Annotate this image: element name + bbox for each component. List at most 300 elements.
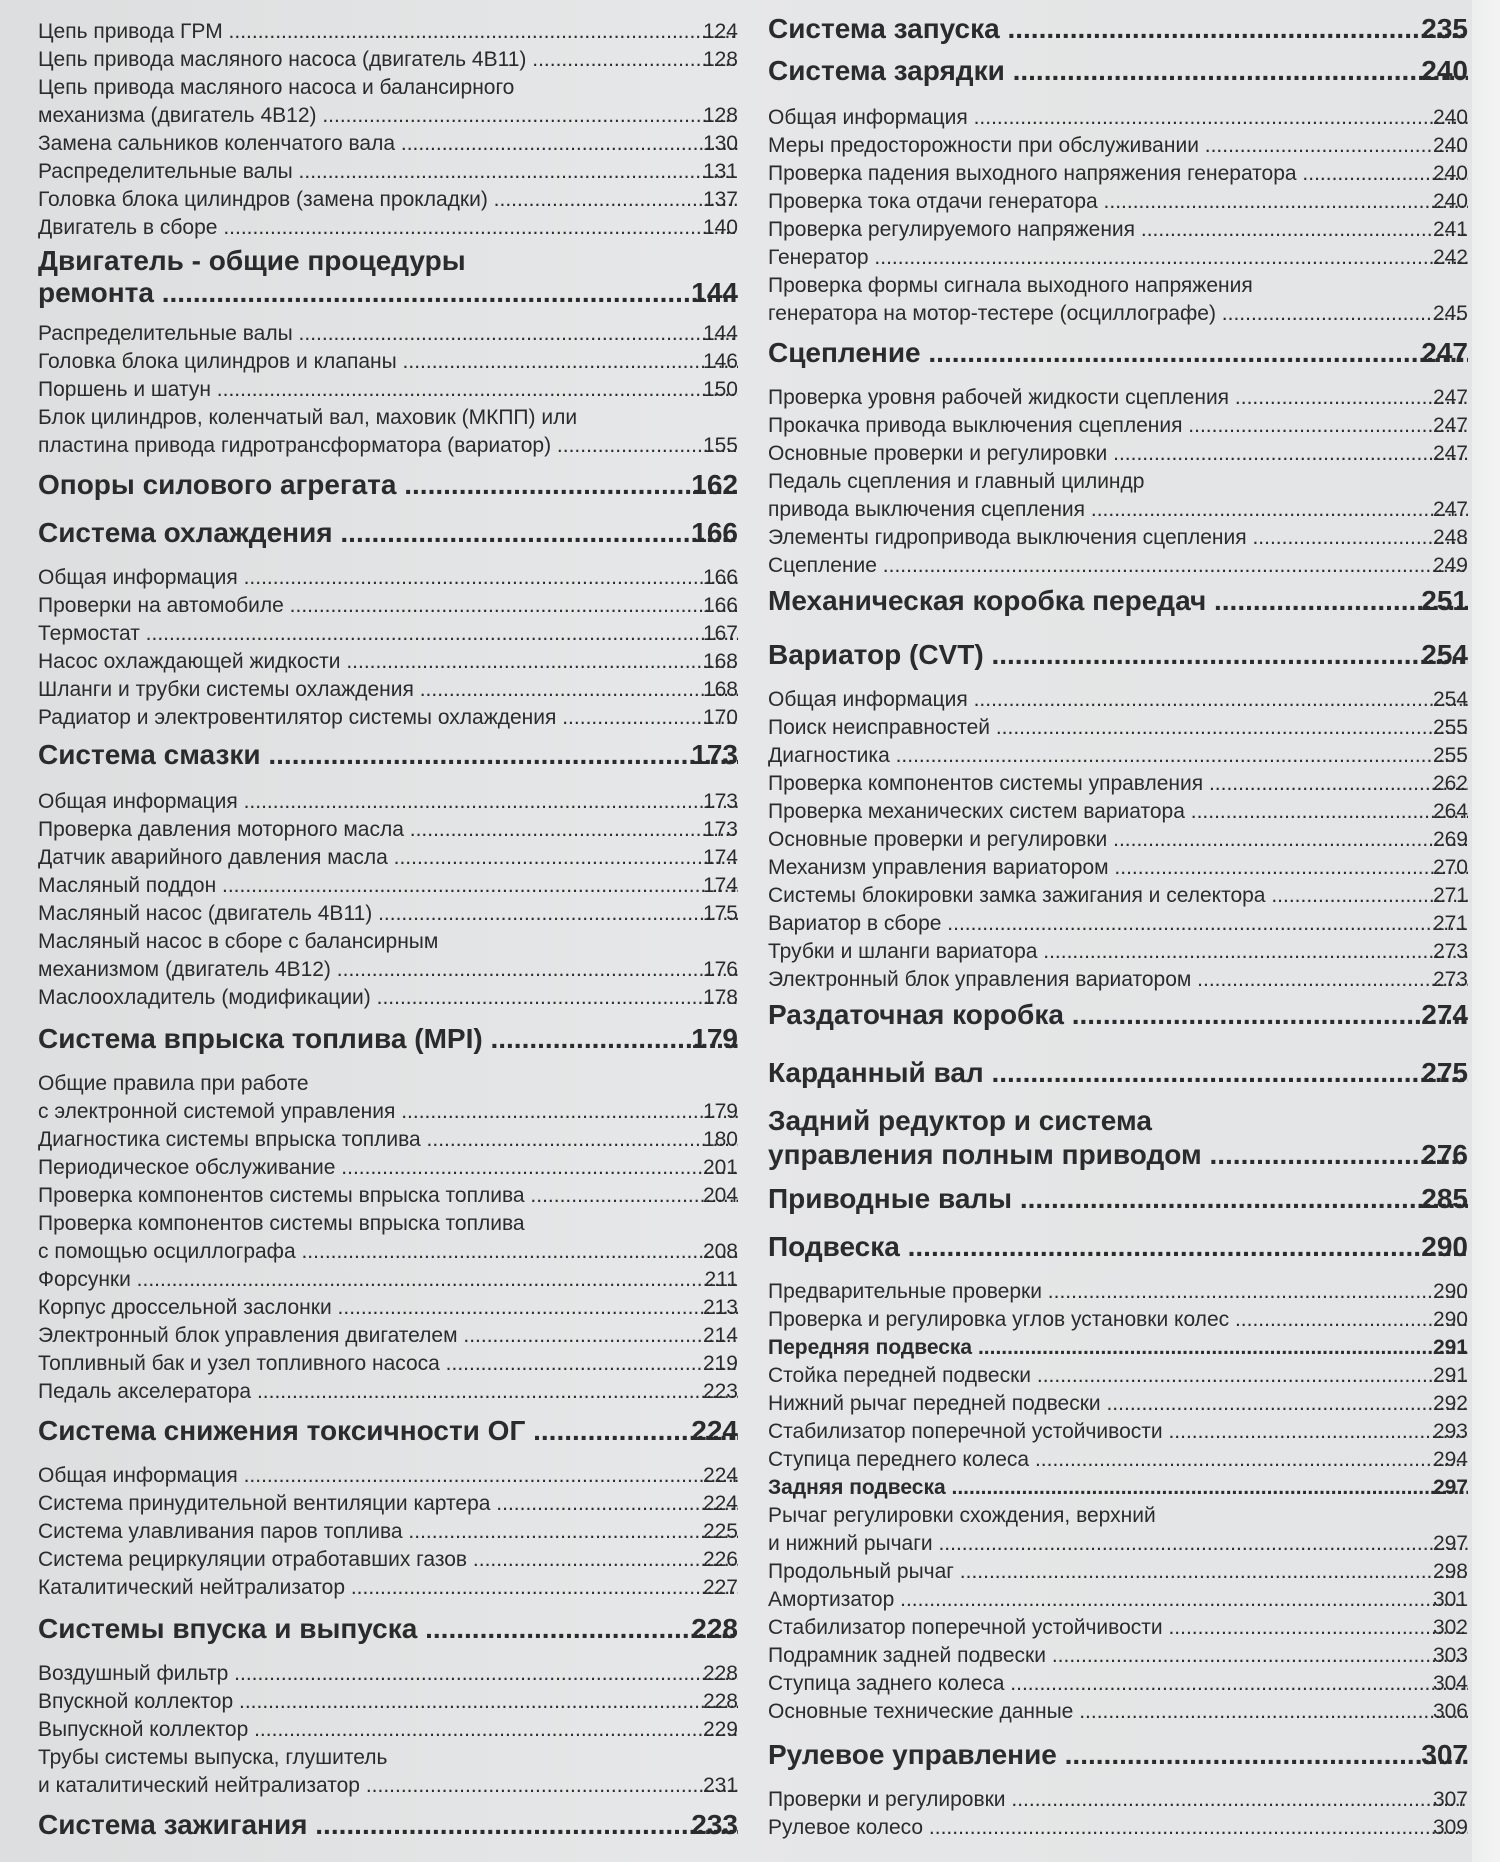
toc-entry-title: управления полным приводом ..... (768, 1138, 1468, 1172)
toc-page-number: 307 (1421, 1739, 1468, 1770)
toc-page-number: 128 (702, 104, 738, 127)
toc-entry-line: Педаль сцепления и главный цилиндр (768, 470, 1145, 493)
toc-entry-title: Рулевое управление ..... (768, 1738, 1468, 1772)
toc-page-number: 204 (702, 1184, 738, 1207)
toc-entry[interactable] (768, 938, 1468, 966)
toc-page-number: 273 (1432, 940, 1468, 963)
toc-entry-title: механизмом (двигатель 4B12) ..... (38, 956, 738, 984)
toc-page-number: 178 (702, 986, 738, 1009)
toc-page-number: 290 (1432, 1280, 1468, 1303)
toc-entry-title: Нижний рычаг передней подвески ..... (768, 1390, 1468, 1418)
toc-entry-title: Воздушный фильтр ..... (38, 1660, 738, 1688)
toc-page-number: 270 (1432, 856, 1468, 879)
toc-entry[interactable] (38, 130, 738, 158)
toc-page-number: 275 (1421, 1057, 1468, 1088)
toc-entry-title: Цепь привода ГРМ ..... (38, 18, 738, 46)
toc-entry-title: Проверка давления моторного масла ..... (38, 816, 738, 844)
toc-entry-title: Система рециркуляции отработавших газов ..... (38, 1546, 738, 1574)
toc-entry-line: Масляный насос в сборе с балансирным (38, 930, 439, 953)
toc-entry[interactable] (768, 826, 1468, 854)
toc-entry[interactable] (38, 1546, 738, 1574)
toc-page-number: 225 (702, 1520, 738, 1543)
toc-section-heading[interactable] (38, 516, 738, 550)
toc-page-number: 224 (702, 1464, 738, 1487)
toc-entry-title: Проверка уровня рабочей жидкости сцепления ..... (768, 384, 1468, 412)
toc-page-number: 231 (702, 1774, 738, 1797)
toc-entry[interactable] (768, 1586, 1468, 1614)
toc-entry[interactable] (38, 432, 738, 460)
toc-entry-title: Маслоохладитель (модификации) ..... (38, 984, 738, 1012)
toc-entry-title: Сцепление ..... (768, 336, 1468, 370)
toc-page-number: 294 (1432, 1448, 1468, 1471)
toc-entry-title: Проверка механических систем вариатора ..... (768, 798, 1468, 826)
toc-entry-title: Головка блока цилиндров (замена прокладки) ..... (38, 186, 738, 214)
toc-entry[interactable] (768, 384, 1468, 412)
toc-entry[interactable] (768, 216, 1468, 244)
toc-page-number: 274 (1421, 999, 1468, 1030)
toc-entry-title: привода выключения сцепления ..... (768, 496, 1468, 524)
toc-page-number: 166 (691, 517, 738, 548)
toc-section-heading[interactable] (38, 276, 738, 310)
toc-entry-line: Рычаг регулировки схождения, верхний (768, 1504, 1156, 1527)
toc-section-title-line: Двигатель - общие процедуры (38, 245, 466, 276)
toc-entry-title: механизма (двигатель 4B12) ..... (38, 102, 738, 130)
toc-page-number: 245 (1432, 302, 1468, 325)
toc-page-number: 174 (702, 874, 738, 897)
toc-entry-title: Радиатор и электровентилятор системы охлаждения ..... (38, 704, 738, 732)
toc-section-heading[interactable] (768, 12, 1468, 46)
toc-entry[interactable] (768, 1642, 1468, 1670)
toc-section-heading[interactable] (38, 1414, 738, 1448)
toc-section-heading[interactable] (768, 1738, 1468, 1772)
toc-page-number: 211 (704, 1268, 738, 1291)
toc-page-number: 224 (691, 1415, 738, 1446)
toc-entry[interactable] (38, 648, 738, 676)
toc-entry-title: Система впрыска топлива (MPI) ..... (38, 1022, 738, 1056)
toc-entry[interactable] (768, 1814, 1468, 1842)
toc-entry[interactable] (768, 854, 1468, 882)
toc-page-number: 168 (702, 650, 738, 673)
toc-page-number: 240 (1432, 162, 1468, 185)
toc-page-number: 167 (702, 622, 738, 645)
toc-page-number: 140 (702, 216, 738, 239)
toc-entry[interactable] (38, 214, 738, 242)
toc-entry-title: Механическая коробка передач ..... (768, 584, 1468, 618)
toc-page-number: 150 (702, 378, 738, 401)
toc-entry-title: Шланги и трубки системы охлаждения ..... (38, 676, 738, 704)
toc-entry-title: Электронный блок управления двигателем ..... (38, 1322, 738, 1350)
toc-page-number: 176 (702, 958, 738, 981)
toc-entry-title: Система зарядки ..... (768, 54, 1468, 88)
toc-entry-line: Общие правила при работе (38, 1072, 309, 1095)
toc-entry-title: Опоры силового агрегата ..... (38, 468, 738, 502)
toc-page-number: 162 (691, 469, 738, 500)
toc-entry-title: Системы блокировки замка зажигания и селектора ..... (768, 882, 1468, 910)
toc-entry-title: Ступица переднего колеса ..... (768, 1446, 1468, 1474)
toc-entry-title: Датчик аварийного давления масла ..... (38, 844, 738, 872)
toc-page-number: 242 (1432, 246, 1468, 269)
toc-page-number: 247 (1432, 414, 1468, 437)
toc-entry-title: Подвеска ..... (768, 1230, 1468, 1264)
toc-entry[interactable] (38, 788, 738, 816)
toc-entry[interactable] (768, 1278, 1468, 1306)
toc-page-number: 247 (1432, 386, 1468, 409)
toc-entry-title: Система охлаждения ..... (38, 516, 738, 550)
toc-page-number: 228 (691, 1613, 738, 1644)
toc-entry[interactable] (768, 798, 1468, 826)
toc-entry-title: Основные проверки и регулировки ..... (768, 826, 1468, 854)
toc-page-number: 235 (1421, 13, 1468, 44)
toc-entry-title: Масляный насос (двигатель 4B11) ..... (38, 900, 738, 928)
toc-entry-title: Цепь привода масляного насоса (двигатель 4B11) ..... (38, 46, 738, 74)
toc-entry[interactable] (38, 1772, 738, 1800)
toc-entry-title: Форсунки ..... (38, 1266, 738, 1294)
toc-entry[interactable] (38, 46, 738, 74)
toc-page-number: 219 (702, 1352, 738, 1375)
toc-page-number: 180 (702, 1128, 738, 1151)
toc-page-number: 173 (702, 818, 738, 841)
toc-page-number: 155 (702, 434, 738, 457)
toc-entry-title: Стабилизатор поперечной устойчивости ..... (768, 1614, 1468, 1642)
toc-page-number: 247 (1432, 498, 1468, 521)
toc-section-heading[interactable] (768, 1056, 1468, 1090)
toc-page-number: 229 (702, 1718, 738, 1741)
toc-section-heading[interactable] (768, 54, 1468, 88)
toc-page-number: 168 (702, 678, 738, 701)
toc-entry[interactable] (768, 300, 1468, 328)
toc-entry-title: Каталитический нейтрализатор ..... (38, 1574, 738, 1602)
toc-entry[interactable] (38, 18, 738, 46)
toc-entry-title: Корпус дроссельной заслонки ..... (38, 1294, 738, 1322)
toc-entry[interactable] (768, 1670, 1468, 1698)
toc-entry-title: Электронный блок управления вариатором ..... (768, 966, 1468, 994)
toc-page-number: 201 (702, 1156, 738, 1179)
toc-page-number: 170 (702, 706, 738, 729)
toc-entry[interactable] (768, 524, 1468, 552)
toc-entry-title: Элементы гидропривода выключения сцепления ..... (768, 524, 1468, 552)
toc-entry[interactable] (768, 412, 1468, 440)
toc-entry[interactable] (38, 1518, 738, 1546)
toc-entry[interactable] (768, 1786, 1468, 1814)
toc-entry-title: Выпускной коллектор ..... (38, 1716, 738, 1744)
toc-page-number: 228 (702, 1662, 738, 1685)
toc-entry-title: Приводные валы ..... (768, 1182, 1468, 1216)
toc-entry-title: Проверки на автомобиле ..... (38, 592, 738, 620)
toc-entry[interactable] (768, 1306, 1468, 1334)
toc-entry-title: Проверка и регулировка углов установки колес ..... (768, 1306, 1468, 1334)
toc-entry-title: Амортизатор ..... (768, 1586, 1468, 1614)
toc-page-number: 304 (1432, 1672, 1468, 1695)
toc-entry-title: Общая информация ..... (38, 564, 738, 592)
toc-page-number: 301 (1432, 1588, 1468, 1611)
toc-entry[interactable] (768, 1446, 1468, 1474)
toc-entry[interactable] (38, 816, 738, 844)
toc-entry[interactable] (768, 1390, 1468, 1418)
toc-entry[interactable] (768, 966, 1468, 994)
toc-page-number: 293 (1432, 1420, 1468, 1443)
toc-entry-title: Проверка компонентов системы впрыска топлива ..... (38, 1182, 738, 1210)
toc-section-heading[interactable] (768, 1182, 1468, 1216)
toc-entry[interactable] (38, 1294, 738, 1322)
toc-page-number: 291 (1432, 1336, 1468, 1359)
toc-page-number: 285 (1421, 1183, 1468, 1214)
toc-entry[interactable] (38, 1350, 738, 1378)
toc-page-number: 240 (1421, 55, 1468, 86)
toc-entry-title: Проверки и регулировки ..... (768, 1786, 1468, 1814)
toc-page-number: 271 (1432, 884, 1468, 907)
toc-entry[interactable] (38, 1378, 738, 1406)
toc-page-number: 130 (702, 132, 738, 155)
toc-page-number: 290 (1432, 1308, 1468, 1331)
toc-entry[interactable] (768, 882, 1468, 910)
toc-entry-title: с электронной системой управления ..... (38, 1098, 738, 1126)
toc-section-heading[interactable] (38, 1808, 738, 1842)
toc-page-number: 302 (1432, 1616, 1468, 1639)
toc-section-heading[interactable] (768, 1230, 1468, 1264)
toc-entry-title: Проверка тока отдачи генератора ..... (768, 188, 1468, 216)
toc-page-number: 213 (702, 1296, 738, 1319)
toc-entry[interactable] (38, 348, 738, 376)
toc-entry[interactable] (38, 676, 738, 704)
toc-page-number: 146 (702, 350, 738, 373)
toc-entry[interactable] (38, 1098, 738, 1126)
toc-entry-title: Стойка передней подвески ..... (768, 1362, 1468, 1390)
toc-section-heading[interactable] (768, 1138, 1468, 1172)
toc-page-number: 291 (1432, 1364, 1468, 1387)
toc-entry-title: Система улавливания паров топлива ..... (38, 1518, 738, 1546)
toc-page-number: 306 (1432, 1700, 1468, 1723)
toc-entry-title: Проверка регулируемого напряжения ..... (768, 216, 1468, 244)
toc-page-number: 173 (691, 739, 738, 770)
toc-entry-title: Поиск неисправностей ..... (768, 714, 1468, 742)
toc-entry[interactable] (768, 910, 1468, 938)
toc-entry-title: с помощью осциллографа ..... (38, 1238, 738, 1266)
toc-page-number: 269 (1432, 828, 1468, 851)
toc-entry-title: Общая информация ..... (768, 104, 1468, 132)
toc-entry-title: Общая информация ..... (768, 686, 1468, 714)
toc-entry[interactable] (38, 1688, 738, 1716)
toc-page-number: 262 (1432, 772, 1468, 795)
toc-entry-title: Насос охлаждающей жидкости ..... (38, 648, 738, 676)
toc-entry-title: Карданный вал ..... (768, 1056, 1468, 1090)
toc-entry[interactable] (768, 440, 1468, 468)
toc-page-number: 124 (702, 20, 738, 43)
toc-page-number: 228 (702, 1690, 738, 1713)
toc-page-number: 174 (702, 846, 738, 869)
toc-entry-title: Механизм управления вариатором ..... (768, 854, 1468, 882)
toc-entry[interactable] (38, 1574, 738, 1602)
toc-entry[interactable] (38, 320, 738, 348)
toc-entry-title: Подрамник задней подвески ..... (768, 1642, 1468, 1670)
toc-entry-title: Система зажигания ..... (38, 1808, 738, 1842)
toc-entry-title: пластина привода гидротрансформатора (вариатор) ..... (38, 432, 738, 460)
toc-entry-title: Системы впуска и выпуска ..... (38, 1612, 738, 1646)
toc-entry[interactable] (768, 1418, 1468, 1446)
toc-entry[interactable] (768, 770, 1468, 798)
toc-entry-line: Проверка компонентов системы впрыска топлива (38, 1212, 525, 1235)
toc-entry-title: Впускной коллектор ..... (38, 1688, 738, 1716)
toc-entry[interactable] (38, 900, 738, 928)
toc-page-number: 214 (702, 1324, 738, 1347)
toc-section-heading[interactable] (38, 1612, 738, 1646)
toc-page-number: 179 (702, 1100, 738, 1123)
toc-entry-title: Передняя подвеска ..... (768, 1334, 1468, 1362)
toc-entry[interactable] (38, 872, 738, 900)
toc-entry-title: Основные проверки и регулировки ..... (768, 440, 1468, 468)
toc-section-heading[interactable] (768, 336, 1468, 370)
toc-entry-title: Трубки и шланги вариатора ..... (768, 938, 1468, 966)
toc-entry-title: Продольный рычаг ..... (768, 1558, 1468, 1586)
toc-entry[interactable] (38, 564, 738, 592)
toc-page-number: 240 (1432, 134, 1468, 157)
toc-page-number: 249 (1432, 554, 1468, 577)
toc-page-number: 233 (691, 1809, 738, 1840)
toc-section-heading[interactable] (768, 584, 1468, 618)
toc-entry-title: Система принудительной вентиляции картера ..... (38, 1490, 738, 1518)
toc-page-number: 240 (1432, 106, 1468, 129)
toc-entry[interactable] (38, 186, 738, 214)
toc-page-number: 271 (1432, 912, 1468, 935)
toc-page-number: 247 (1432, 442, 1468, 465)
toc-entry[interactable] (768, 686, 1468, 714)
toc-page-number: 179 (691, 1023, 738, 1054)
toc-entry[interactable] (38, 1716, 738, 1744)
toc-section-heading[interactable] (38, 1022, 738, 1056)
toc-entry[interactable] (38, 592, 738, 620)
toc-page-number: 166 (702, 594, 738, 617)
toc-section-heading[interactable] (768, 998, 1468, 1032)
toc-entry-title: Сцепление ..... (768, 552, 1468, 580)
toc-entry[interactable] (38, 1126, 738, 1154)
toc-page-number: 223 (702, 1380, 738, 1403)
toc-entry[interactable] (38, 1660, 738, 1688)
toc-entry[interactable] (768, 742, 1468, 770)
toc-entry-title: Двигатель в сборе ..... (38, 214, 738, 242)
toc-entry[interactable] (38, 102, 738, 130)
toc-entry[interactable] (768, 132, 1468, 160)
toc-subsection-heading[interactable] (768, 1474, 1468, 1502)
toc-page-number: 240 (1432, 190, 1468, 213)
toc-page-number: 224 (702, 1492, 738, 1515)
toc-entry[interactable] (768, 1530, 1468, 1558)
toc-page-number: 292 (1432, 1392, 1468, 1415)
toc-entry[interactable] (38, 1266, 738, 1294)
toc-entry[interactable] (38, 704, 738, 732)
toc-subsection-heading[interactable] (768, 1334, 1468, 1362)
toc-page-number: 247 (1421, 337, 1468, 368)
toc-page-number: 276 (1421, 1139, 1468, 1170)
toc-entry[interactable] (38, 620, 738, 648)
toc-page-number: 307 (1432, 1788, 1468, 1811)
toc-page-number: 254 (1421, 639, 1468, 670)
toc-page-number: 241 (1432, 218, 1468, 241)
toc-entry[interactable] (768, 1698, 1468, 1726)
toc-entry-title: Стабилизатор поперечной устойчивости ..... (768, 1418, 1468, 1446)
toc-entry[interactable] (38, 956, 738, 984)
toc-entry-title: Предварительные проверки ..... (768, 1278, 1468, 1306)
toc-entry-line: Цепь привода масляного насоса и балансирного (38, 76, 515, 99)
toc-entry[interactable] (38, 984, 738, 1012)
toc-entry[interactable] (38, 1238, 738, 1266)
toc-page-number: 297 (1432, 1532, 1468, 1555)
toc-entry-title: Основные технические данные ..... (768, 1698, 1468, 1726)
toc-entry[interactable] (768, 1558, 1468, 1586)
toc-entry[interactable] (768, 714, 1468, 742)
toc-entry-title: Проверка компонентов системы управления ..... (768, 770, 1468, 798)
toc-entry[interactable] (768, 104, 1468, 132)
toc-entry[interactable] (768, 552, 1468, 580)
toc-entry-title: Генератор ..... (768, 244, 1468, 272)
toc-entry-title: Диагностика ..... (768, 742, 1468, 770)
toc-entry-title: Топливный бак и узел топливного насоса ..... (38, 1350, 738, 1378)
toc-entry-line: Блок цилиндров, коленчатый вал, маховик (МКПП) или (38, 406, 578, 429)
toc-entry-title: Задняя подвеска ..... (768, 1474, 1468, 1502)
toc-page-number: 226 (702, 1548, 738, 1571)
toc-entry-title: Масляный поддон ..... (38, 872, 738, 900)
toc-page-number: 264 (1432, 800, 1468, 823)
toc-section-heading[interactable] (38, 738, 738, 772)
toc-entry-title: Система снижения токсичности ОГ ..... (38, 1414, 738, 1448)
toc-entry-title: Система смазки ..... (38, 738, 738, 772)
toc-entry-title: генератора на мотор-тестере (осциллографе) ..... (768, 300, 1468, 328)
toc-entry[interactable] (38, 1490, 738, 1518)
toc-page-number: 273 (1432, 968, 1468, 991)
toc-page-number: 255 (1432, 744, 1468, 767)
toc-entry[interactable] (38, 1154, 738, 1182)
toc-entry-title: Система запуска ..... (768, 12, 1468, 46)
toc-entry[interactable] (768, 496, 1468, 524)
toc-entry[interactable] (38, 376, 738, 404)
toc-entry-title: Общая информация ..... (38, 788, 738, 816)
toc-entry-title: Поршень и шатун ..... (38, 376, 738, 404)
toc-entry-title: Педаль акселератора ..... (38, 1378, 738, 1406)
toc-page-number: 208 (702, 1240, 738, 1263)
toc-section-heading[interactable] (768, 638, 1468, 672)
toc-page-number: 303 (1432, 1644, 1468, 1667)
toc-entry[interactable] (768, 188, 1468, 216)
toc-page-number: 254 (1432, 688, 1468, 711)
toc-page-number: 131 (702, 160, 738, 183)
toc-page-number: 137 (702, 188, 738, 211)
toc-page-number: 144 (691, 277, 738, 308)
toc-entry[interactable] (768, 1362, 1468, 1390)
toc-entry[interactable] (768, 244, 1468, 272)
toc-entry[interactable] (38, 158, 738, 186)
toc-page-number: 175 (702, 902, 738, 925)
toc-entry-title: Диагностика системы впрыска топлива ..... (38, 1126, 738, 1154)
toc-entry-line: Трубы системы выпуска, глушитель (38, 1746, 388, 1769)
toc-entry[interactable] (38, 844, 738, 872)
toc-page-number: 166 (702, 566, 738, 589)
toc-entry[interactable] (38, 1182, 738, 1210)
toc-page-number: 227 (702, 1576, 738, 1599)
toc-entry[interactable] (768, 160, 1468, 188)
toc-entry[interactable] (768, 1614, 1468, 1642)
toc-entry[interactable] (38, 1322, 738, 1350)
toc-page-number: 309 (1432, 1816, 1468, 1839)
toc-entry-title: Замена сальников коленчатого вала ..... (38, 130, 738, 158)
toc-entry-title: и каталитический нейтрализатор ..... (38, 1772, 738, 1800)
toc-entry-title: Термостат ..... (38, 620, 738, 648)
toc-entry-title: Раздаточная коробка ..... (768, 998, 1468, 1032)
toc-section-title-line: Задний редуктор и система (768, 1105, 1152, 1136)
toc-section-heading[interactable] (38, 468, 738, 502)
toc-page-number: 248 (1432, 526, 1468, 549)
toc-entry[interactable] (38, 1462, 738, 1490)
toc-entry-title: Вариатор в сборе ..... (768, 910, 1468, 938)
toc-entry-title: Рулевое колесо ..... (768, 1814, 1468, 1842)
toc-entry-title: Вариатор (CVT) ..... (768, 638, 1468, 672)
